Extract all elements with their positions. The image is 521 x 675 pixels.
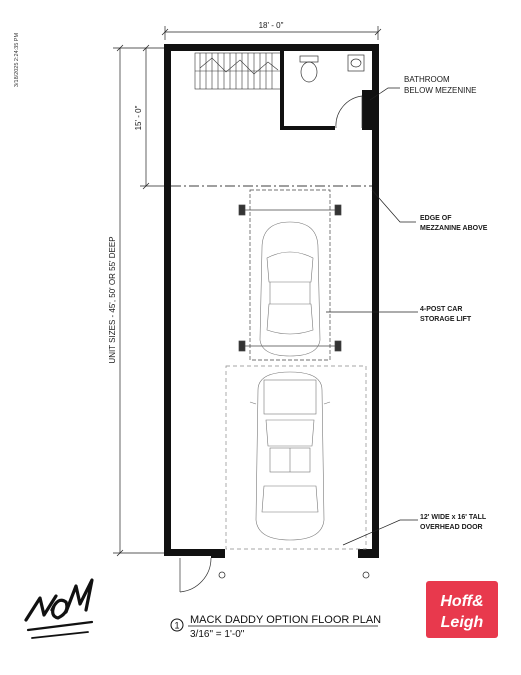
door-label-line1: 12' WIDE x 16' TALL [420,514,487,521]
bollard-right [363,572,369,578]
lower-car-icon [250,372,330,540]
lift-label-line1: 4-POST CAR [420,306,463,313]
door-label-line2: OVERHEAD DOOR [420,524,483,531]
print-timestamp: 3/18/2025 2:24:35 PM [14,32,20,88]
mezzanine-depth-label: 15' - 0" [134,105,143,131]
mezzanine-edge-label-line1: EDGE OF [420,215,452,222]
logo-line2: Leigh [440,614,484,631]
title-block [171,614,381,640]
car-lift [239,190,341,360]
exterior-walls [164,44,379,558]
title-number: 1 [174,620,180,631]
lift-label-line2: STORAGE LIFT [420,316,472,323]
upper-car-icon [260,222,320,356]
stairs [195,53,281,89]
mezzanine-edge-label-line2: MEZZANINE ABOVE [420,225,488,232]
width-dimension-label: 18' - 0" [258,21,284,30]
toilet-icon [300,56,318,82]
unit-depth-label: UNIT SIZES - 45', 50' OR 55' DEEP [108,236,117,364]
drawing-scale: 3/16" = 1'-0" [190,629,245,640]
entry-door [180,558,211,592]
parking-space [226,366,366,549]
hoff-leigh-logo [426,581,498,638]
bollard-left [219,572,225,578]
bathroom-label-line2: BELOW MEZENINE [404,86,477,95]
bathroom-label-line1: BATHROOM [404,75,450,84]
signature-mark [26,580,92,638]
logo-line1: Hoff& [440,593,484,610]
drawing-title: MACK DADDY OPTION FLOOR PLAN [190,614,382,626]
sink-icon [348,55,364,71]
bathroom [280,50,372,130]
